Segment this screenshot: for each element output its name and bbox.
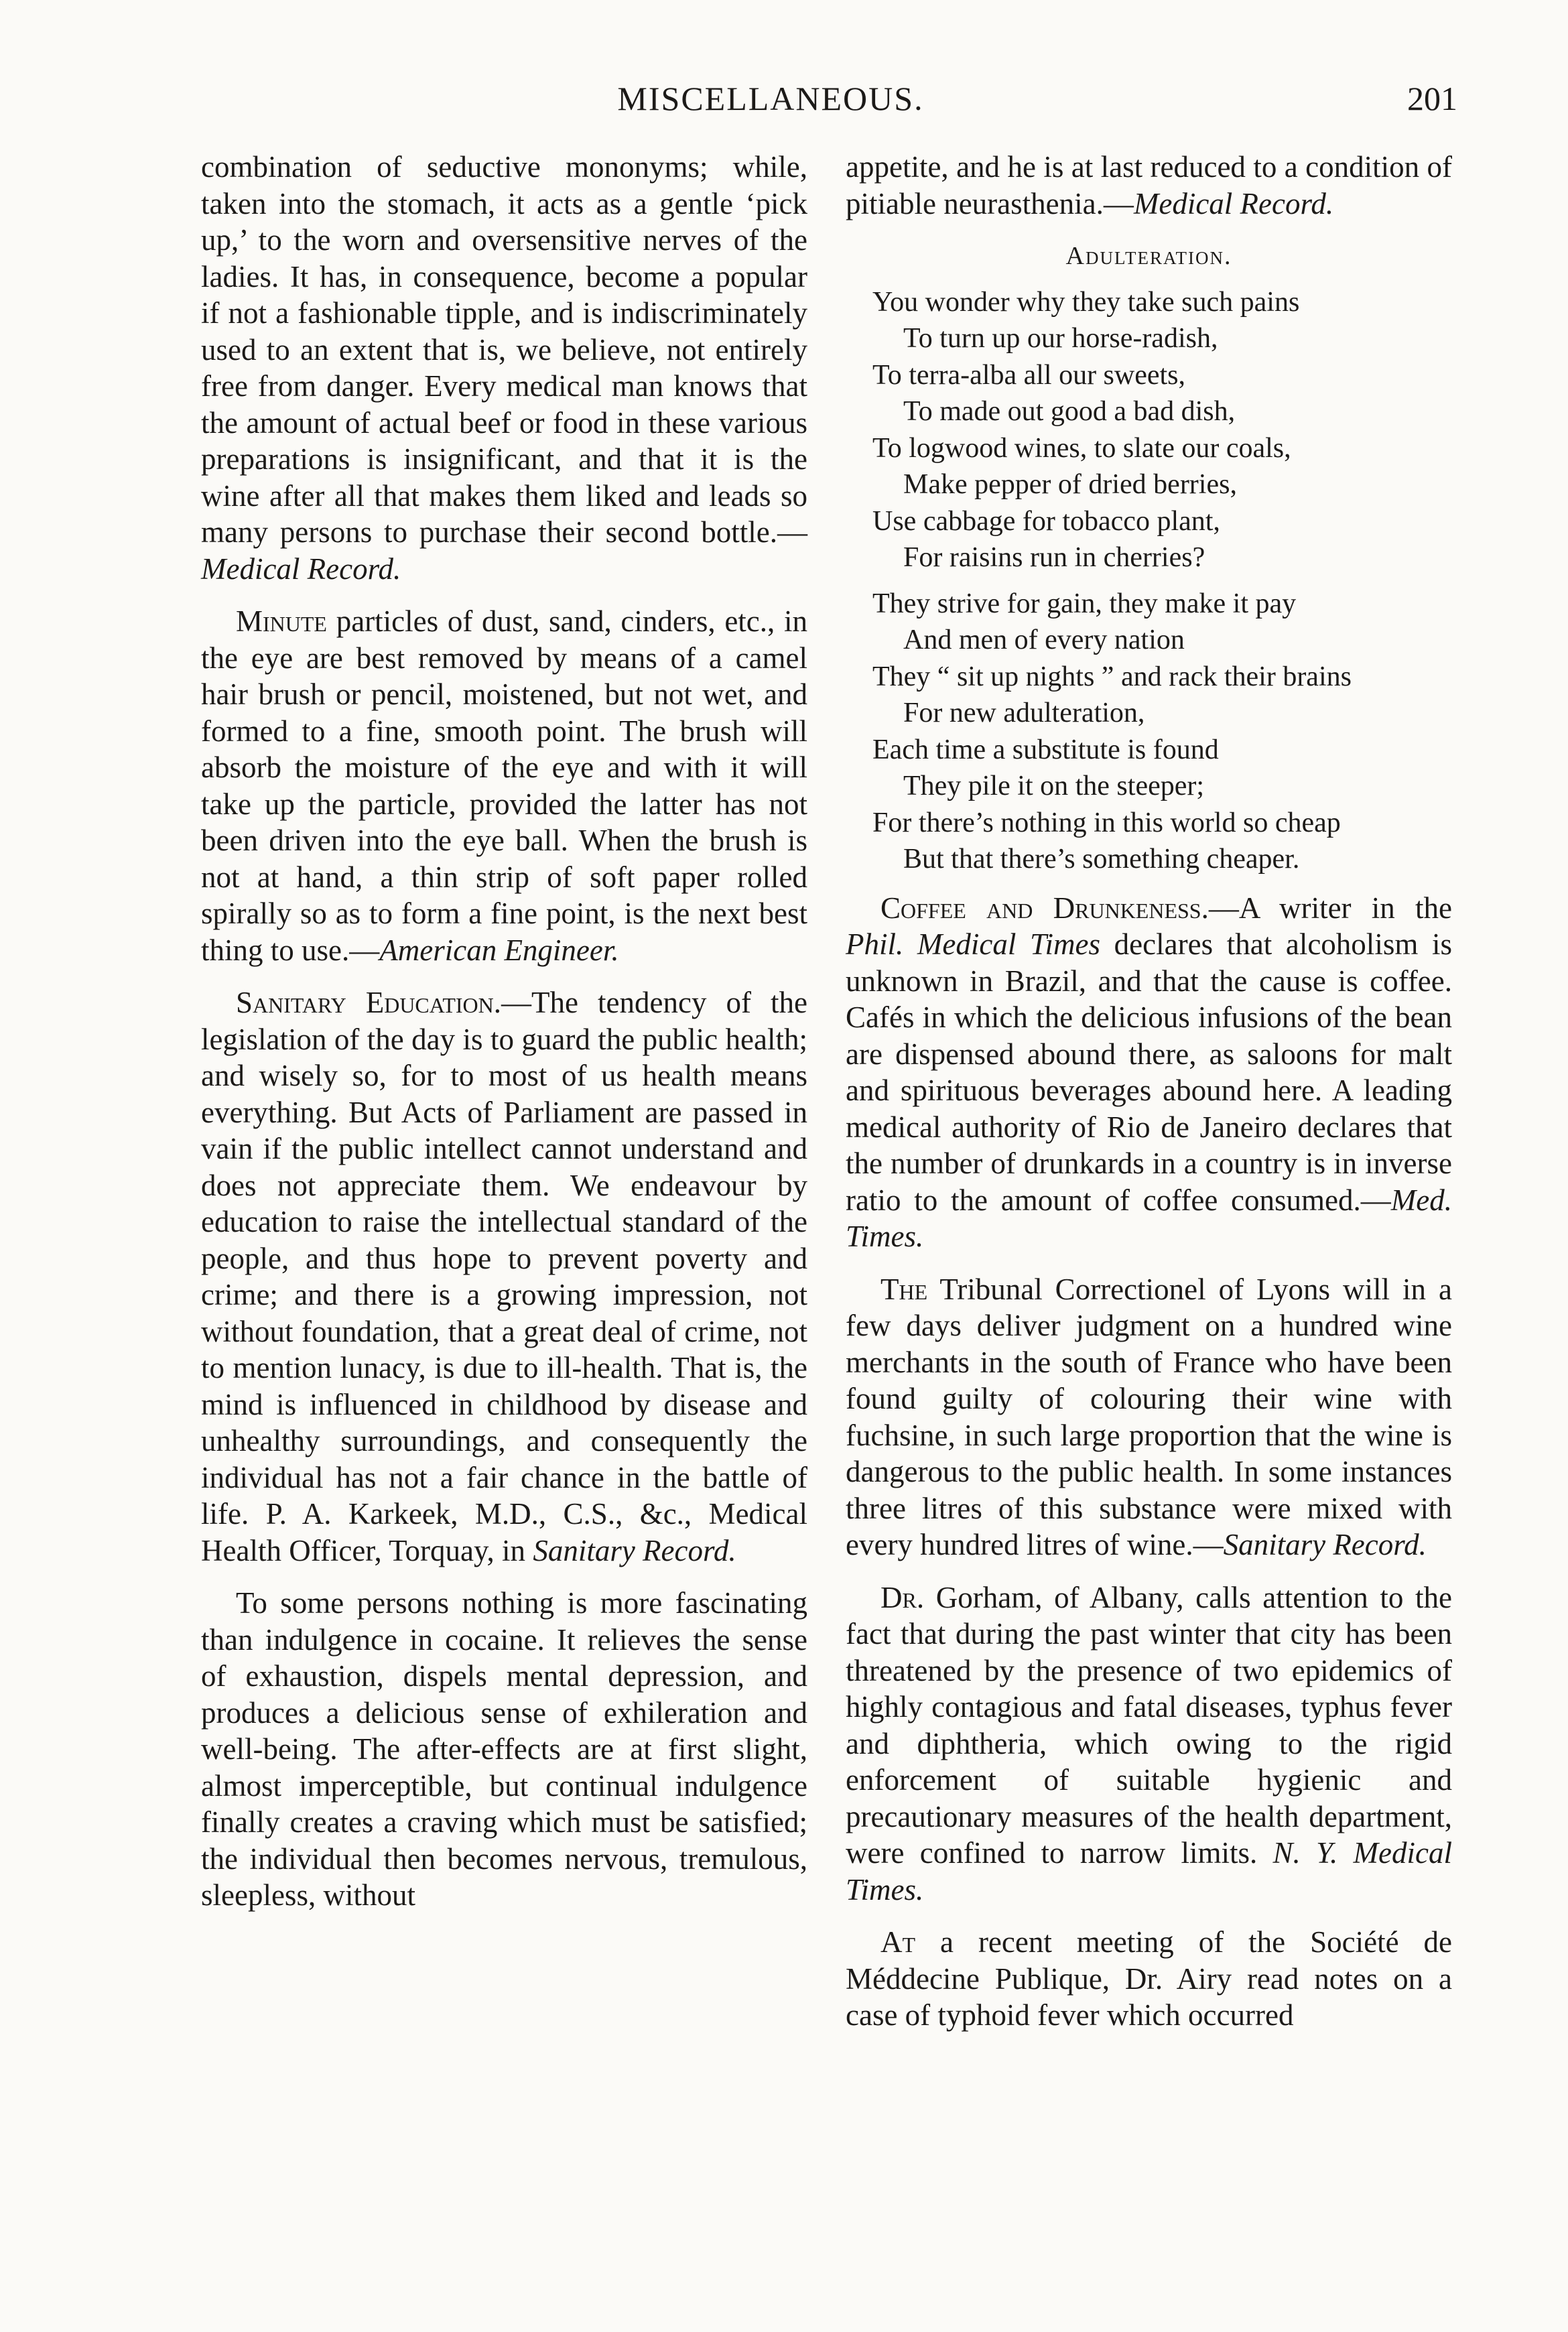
poem-line: To made out good a bad dish,	[903, 396, 1236, 427]
article-paragraph	[201, 984, 807, 1569]
article-paragraph	[846, 1271, 1452, 1563]
source-citation: Phil. Medical Times	[846, 927, 1101, 961]
article-paragraph	[201, 1585, 807, 1914]
running-header: MISCELLANEOUS.	[617, 80, 924, 117]
paragraph-text: To some persons nothing is more fascinating than indulgence in cocaine. It relieves the sense of exhaustion, dispels mental depression, and produces a delicious sense of exhileration and well-being. The after-effects are at first slight, almost imperceptible, but continual indulgence finally creates a craving which must be satisfied; the individual then becomes nervous, tremulous, sleepless, without	[201, 1586, 807, 1912]
article-paragraph	[846, 890, 1452, 1255]
poem-line: For new adulteration,	[903, 698, 1145, 728]
paragraph-lead: Coffee and Drunkeness.	[880, 891, 1209, 925]
left-column	[201, 149, 807, 1930]
paragraph-lead: Sanitary Education.	[236, 986, 502, 1019]
paragraph-lead: Minute	[236, 604, 327, 638]
article-paragraph	[201, 603, 807, 968]
poem-stanza	[872, 586, 1452, 878]
poem-line: They “ sit up nights ” and rack their brains	[872, 661, 1352, 692]
poem-line: For there’s nothing in this world so cheap	[872, 807, 1341, 838]
poem-line: They strive for gain, they make it pay	[872, 588, 1297, 619]
paragraph-text: particles of dust, sand, cinders, etc., in the eye are best removed by means of a camel hair brush or pencil, moistened, but not wet, and formed to a fine, smooth point. The brush will absorb the moisture of the eye and with it will take up the particle, provided the latter has not been driven into the eye ball. When the brush is not at hand, a thin strip of soft paper rolled spirally so as to form a fine point, is the next best thing to use.—	[201, 604, 807, 967]
poem-line: And men of every nation	[903, 625, 1185, 655]
poem-heading: Adulteration.	[1065, 242, 1232, 270]
poem-line: To terra-alba all our sweets,	[872, 359, 1186, 391]
article-paragraph	[201, 149, 807, 587]
poem-line: Make pepper of dried berries,	[903, 469, 1237, 500]
paragraph-lead: The	[880, 1272, 928, 1306]
article-paragraph	[846, 1924, 1452, 2034]
right-column	[846, 149, 1452, 2050]
source-citation: Sanitary Record.	[533, 1533, 736, 1567]
source-citation: Medical Record.	[201, 552, 401, 586]
paragraph-text: declares that alcoholism is unknown in Brazil, and that the cause is coffee. Cafés in which the delicious infusions of the bean are dispensed abound there, as saloons for malt and spirituous beverages abound here. A leading medical authority of Rio de Janeiro declares that the number of drunkards in a country is in inverse ratio to the amount of coffee consumed.—	[846, 927, 1452, 1217]
article-paragraph	[846, 1579, 1452, 1908]
paragraph-text: —The tendency of the legislation of the day is to guard the public health; and wisely so, for to most of us health means everything. But Acts of Parliament are passed in vain if the public intellect cannot understand and does not appreciate them. We endeavour by education to raise the intellectual standard of the people, and thus hope to prevent poverty and crime; and there is a growing impression, not without foundation, that a great deal of crime, not to mention lunacy, is due to ill-health. That is, the mind is influenced in childhood by disease and unhealthy surroundings, and consequently the individual has not a fair chance in the battle of life. P. A. Karkeek, M.D., C.S., &c., Medical Health Officer, Torquay, in	[201, 986, 807, 1567]
poem-line: For raisins run in cherries?	[903, 542, 1205, 573]
paragraph-text: Gorham, of Albany, calls attention to the fact that during the past winter that city has been threatened by the presence of two epidemics of highly contagious and fatal diseases, typhus fever and diphtheria, which owing to the rigid enforcement of suitable hygienic and precautionary measures of the health department, were confined to narrow limits.	[846, 1580, 1452, 1870]
source-citation: Med. Times.	[846, 1183, 1452, 1253]
poem-line: To logwood wines, to slate our coals,	[872, 432, 1291, 464]
paragraph-text: a recent meeting of the Société de Méddecine Publique, Dr. Airy read notes on a case of typhoid fever which occurred	[846, 1925, 1452, 2032]
page-number: 201	[1407, 80, 1457, 117]
poem-line: Use cabbage for tobacco plant,	[872, 505, 1220, 537]
article-paragraph	[846, 149, 1452, 222]
source-citation: N. Y. Medical Times.	[846, 1836, 1452, 1906]
source-citation: Medical Record.	[1133, 186, 1334, 220]
paragraph-text: Tribunal Correctionel of Lyons will in a few days deliver judgment on a hundred wine merchants in the south of France who have been found guilty of colouring their wine with fuchsine, in such large proportion that the wine is dangerous to the public health. In some instances three litres of this substance were mixed with every hundred litres of wine.—	[846, 1272, 1452, 1561]
paragraph-text: —A writer in the	[1208, 891, 1452, 925]
poem-line: They pile it on the steeper;	[903, 771, 1205, 801]
poem-line: Each time a substitute is found	[872, 734, 1219, 765]
paragraph-lead: At	[880, 1925, 916, 1959]
poem-line: You wonder why they take such pains	[872, 286, 1300, 318]
source-citation: Sanitary Record.	[1223, 1528, 1427, 1561]
poem-stanza	[872, 284, 1452, 576]
poem	[872, 284, 1452, 878]
poem-line: But that there’s something cheaper.	[903, 844, 1300, 874]
poem-line: To turn up our horse-radish,	[903, 323, 1218, 354]
source-citation: American Engineer.	[379, 933, 619, 967]
paragraph-text: combination of seductive mononyms; while, taken into the stomach, it acts as a gentle ‘pick up,’ to the worn and oversensitive nerves of the ladies. It has, in consequence, become a popular if not a fashionable tipple, and is indiscriminately used to an extent that is, we believe, not entirely free from danger. Every medical man knows that the amount of actual beef or food in these various preparations is insignificant, and that it is the wine after all that makes them liked and leads so many persons to purchase their second bottle.—	[201, 150, 807, 549]
paragraph-lead: Dr.	[880, 1580, 925, 1614]
paragraph-text: appetite, and he is at last reduced to a condition of pitiable neurasthenia.—	[846, 150, 1452, 220]
